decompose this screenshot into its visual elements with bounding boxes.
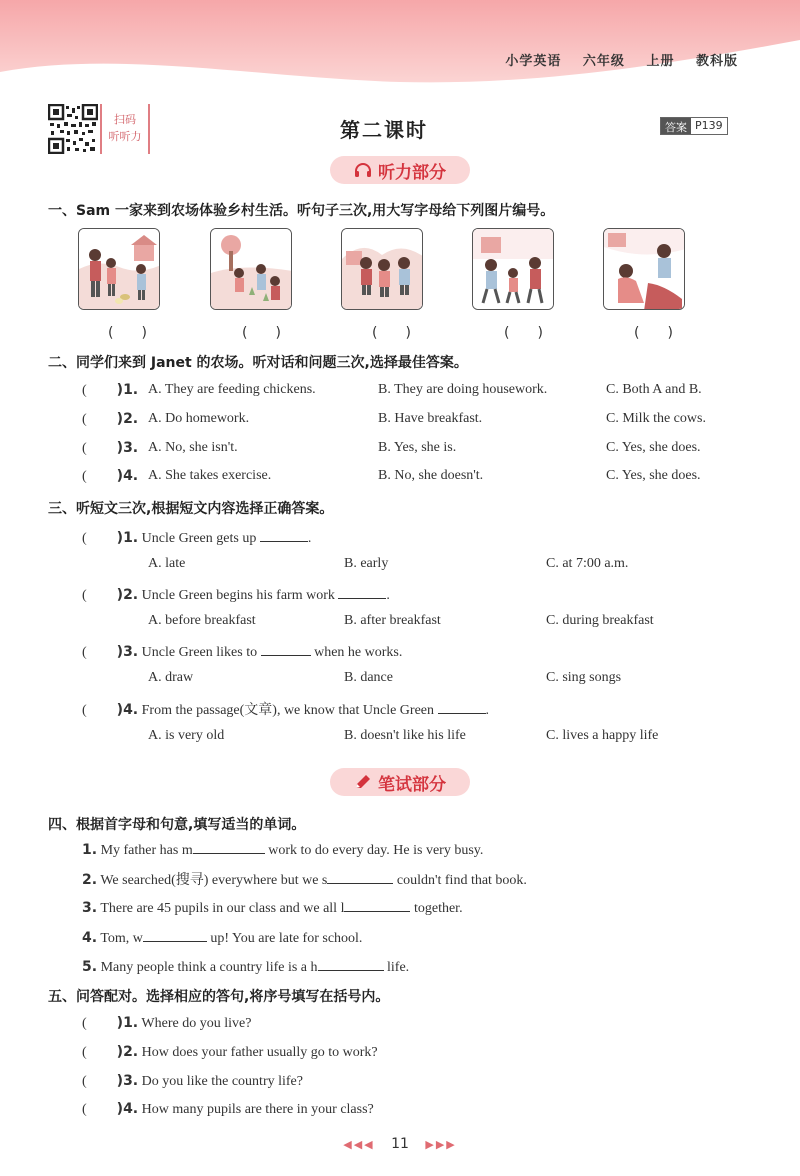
s4-item-3-blank[interactable] xyxy=(344,898,410,912)
section4-heading: 四、根据首字母和句意,填写适当的单词。 xyxy=(48,817,306,833)
s5-item-1-num: )1. xyxy=(116,1015,139,1031)
s4-item-1-num: 1. xyxy=(82,842,98,858)
s3-item-1-num: )1. xyxy=(116,530,139,546)
s4-item-2-after: couldn't find that book. xyxy=(396,873,527,888)
s2-item-1-option-c[interactable]: C. Both A and B. xyxy=(606,382,702,397)
s3-item-4-option-a[interactable]: A. is very old xyxy=(148,728,225,743)
s2-item-4-option-b[interactable]: B. No, she doesn't. xyxy=(378,468,484,483)
s5-item-3: ( )3. Do you like the country life? xyxy=(82,1073,303,1089)
s3-item-3-option-a[interactable]: A. draw xyxy=(148,670,194,685)
s4-item-2 xyxy=(82,869,527,889)
s4-item-1-blank[interactable] xyxy=(193,840,265,854)
s4-item-2-num: 2. xyxy=(82,872,98,888)
s4-item-4-letter: w xyxy=(132,931,143,946)
s4-item-4-blank[interactable] xyxy=(143,928,207,942)
s4-item-3-letter: l xyxy=(340,901,345,916)
header-meta xyxy=(489,50,738,69)
s2-item-2-num: )2. xyxy=(116,411,139,427)
s2-item-1-option-a[interactable]: A. They are feeding chickens. xyxy=(148,382,316,397)
s3-item-1-text-after: . xyxy=(307,531,312,546)
answer-paren-4[interactable]: ( ) xyxy=(504,325,543,341)
writing-section-banner xyxy=(330,768,470,796)
s5-item-2: ( )2. How does your father usually go to work? xyxy=(82,1044,378,1060)
s4-item-2-letter: s xyxy=(321,873,328,888)
s3-item-1-option-b[interactable]: B. early xyxy=(344,556,389,571)
s3-item-4-num: )4. xyxy=(116,702,139,718)
answer-reference-badge xyxy=(660,117,728,135)
s3-item-4-blank[interactable] xyxy=(438,700,486,714)
answer-label: 答案 xyxy=(661,118,691,134)
s3-item-2-num: )2. xyxy=(116,587,139,603)
answer-page: P139 xyxy=(695,119,723,132)
s3-item-2-option-a[interactable]: A. before breakfast xyxy=(148,613,256,628)
s3-item-2-blank[interactable] xyxy=(338,585,386,599)
pencil-icon xyxy=(354,774,372,790)
s2-item-1: ( )1. xyxy=(82,382,139,398)
s4-item-4-num: 4. xyxy=(82,930,98,946)
s3-item-2-option-c[interactable]: C. during breakfast xyxy=(546,613,654,628)
s5-item-4-question: How many pupils are there in your class? xyxy=(141,1102,374,1117)
s5-item-1: ( )1. Where do you live? xyxy=(82,1015,252,1031)
s4-item-5-letter: h xyxy=(310,960,318,975)
term-label: 上册 xyxy=(646,54,675,69)
farm-family-picture-icon xyxy=(78,228,160,310)
qr-code-icon[interactable] xyxy=(48,104,98,154)
s3-item-1-question: ( )1. Uncle Green gets up . xyxy=(82,530,312,546)
children-playing-picture-icon xyxy=(341,228,423,310)
s4-item-5-blank[interactable] xyxy=(318,957,384,971)
s4-item-5-num: 5. xyxy=(82,959,98,975)
scan-label-line2: 听听力 xyxy=(108,130,142,143)
scan-label-line1: 扫码 xyxy=(114,113,136,126)
s2-item-2-option-b[interactable]: B. Have breakfast. xyxy=(378,411,483,426)
s3-item-4-text-after: . xyxy=(485,703,489,718)
section5-heading: 五、问答配对。选择相应的答句,将序号填写在括号内。 xyxy=(48,989,390,1005)
s5-item-4-num: )4. xyxy=(116,1101,139,1117)
s5-item-4: ( )4. How many pupils are there in your class? xyxy=(82,1101,374,1117)
s3-item-4-option-c[interactable]: C. lives a happy life xyxy=(546,728,659,743)
s5-item-3-question: Do you like the country life? xyxy=(141,1074,303,1089)
listening-banner-label: 听力部分 xyxy=(378,162,446,183)
s2-item-2: ( )2. xyxy=(82,411,139,427)
s4-item-1 xyxy=(82,840,483,859)
s2-item-2-option-c[interactable]: C. Milk the cows. xyxy=(606,411,706,426)
scan-to-listen-label xyxy=(100,104,150,154)
s2-item-4: ( )4. xyxy=(82,468,139,484)
s4-item-5-after: life. xyxy=(387,960,410,975)
s4-item-3 xyxy=(82,898,463,917)
section3-heading: 三、听短文三次,根据短文内容选择正确答案。 xyxy=(48,501,334,517)
left-arrows-icon: ◀◀◀ xyxy=(343,1138,375,1151)
s5-item-2-question: How does your father usually go to work? xyxy=(141,1045,378,1060)
page-number: 11 xyxy=(391,1136,409,1152)
s3-item-3-option-c[interactable]: C. sing songs xyxy=(546,670,622,685)
s4-item-5-before: Many people think a country life is a xyxy=(100,960,308,975)
grade-label: 六年级 xyxy=(582,54,625,69)
page-title: 第二课时 xyxy=(340,118,428,142)
s2-item-3-option-a[interactable]: A. No, she isn't. xyxy=(148,440,238,455)
headphones-icon xyxy=(354,162,372,178)
family-walking-picture-icon xyxy=(472,228,554,310)
header-band xyxy=(0,0,800,90)
subject-label: 小学英语 xyxy=(505,54,562,69)
s3-item-3-question: ( )3. Uncle Green likes to when he works. xyxy=(82,644,403,660)
edition-label: 教科版 xyxy=(695,54,738,69)
s3-item-1-option-c[interactable]: C. at 7:00 a.m. xyxy=(546,556,629,571)
s2-item-2-option-a[interactable]: A. Do homework. xyxy=(148,411,250,426)
right-arrows-icon: ▶▶▶ xyxy=(425,1138,457,1151)
s4-item-1-after: work to do every day. He is very busy. xyxy=(268,843,484,858)
s2-item-3-num: )3. xyxy=(116,440,139,456)
s2-item-1-option-b[interactable]: B. They are doing housework. xyxy=(378,382,548,397)
s4-item-1-letter: m xyxy=(181,843,193,858)
writing-banner-label: 笔试部分 xyxy=(378,774,446,795)
s4-item-2-before: We searched(搜寻) everywhere but we xyxy=(100,873,319,888)
s4-item-4 xyxy=(82,928,362,947)
s3-item-4-text: From the passage(文章), we know that Uncle Green xyxy=(141,703,434,718)
s3-item-1-option-a[interactable]: A. late xyxy=(148,556,186,571)
s4-item-4-after: up! You are late for school. xyxy=(210,931,363,946)
s2-item-4-option-a[interactable]: A. She takes exercise. xyxy=(148,468,272,483)
s3-item-2-option-b[interactable]: B. after breakfast xyxy=(344,613,441,628)
s5-item-2-num: )2. xyxy=(116,1044,139,1060)
s3-item-3-text-after: when he works. xyxy=(314,645,403,660)
s2-item-3: ( )3. xyxy=(82,440,139,456)
s4-item-5 xyxy=(82,957,409,976)
s3-item-3-num: )3. xyxy=(116,644,139,660)
answer-paren-1[interactable]: ( ) xyxy=(108,325,147,341)
s3-item-3-text: Uncle Green likes to xyxy=(141,645,258,660)
s3-item-4-option-b[interactable]: B. doesn't like his life xyxy=(344,728,466,743)
s3-item-1-blank[interactable] xyxy=(260,528,308,542)
s3-item-2-question: ( )2. Uncle Green begins his farm work . xyxy=(82,587,390,603)
s5-item-3-num: )3. xyxy=(116,1073,139,1089)
section2-heading: 二、同学们来到 Janet 的农场。听对话和问题三次,选择最佳答案。 xyxy=(48,355,468,371)
s3-item-4-question: ( )4. From the passage(文章), we know that Uncle Green . xyxy=(82,702,489,718)
answer-paren-2[interactable]: ( ) xyxy=(242,325,281,341)
s3-item-3-option-b[interactable]: B. dance xyxy=(344,670,393,685)
s5-item-1-question: Where do you live? xyxy=(141,1016,252,1031)
s4-item-3-before: There are 45 pupils in our class and we all xyxy=(100,901,338,916)
answer-paren-3[interactable]: ( ) xyxy=(372,325,411,341)
s2-item-4-option-c[interactable]: C. Yes, she does. xyxy=(606,468,701,483)
s4-item-4-before: Tom, xyxy=(100,931,130,946)
answer-paren-5[interactable]: ( ) xyxy=(634,325,673,341)
s2-item-3-option-b[interactable]: B. Yes, she is. xyxy=(378,440,457,455)
s3-item-2-text-after: . xyxy=(386,588,390,603)
s2-item-1-num: )1. xyxy=(116,382,139,398)
s2-item-4-num: )4. xyxy=(116,468,139,484)
page-footer xyxy=(0,1136,800,1152)
listening-section-banner xyxy=(330,156,470,184)
section1-pictures xyxy=(78,228,698,341)
s3-item-3-blank[interactable] xyxy=(261,642,311,656)
s4-item-2-blank[interactable] xyxy=(327,870,393,884)
s4-item-3-after: together. xyxy=(413,901,463,916)
s4-item-3-num: 3. xyxy=(82,900,98,916)
s4-item-1-before: My father has xyxy=(100,843,179,858)
children-planting-picture-icon xyxy=(210,228,292,310)
s3-item-2-text: Uncle Green begins his farm work xyxy=(141,588,335,603)
section1-heading: 一、Sam 一家来到农场体验乡村生活。听句子三次,用大写字母给下列图片编号。 xyxy=(48,203,555,219)
s2-item-3-option-c[interactable]: C. Yes, she does. xyxy=(606,440,701,455)
girl-talking-picture-icon xyxy=(603,228,685,310)
s3-item-1-text: Uncle Green gets up xyxy=(141,531,257,546)
